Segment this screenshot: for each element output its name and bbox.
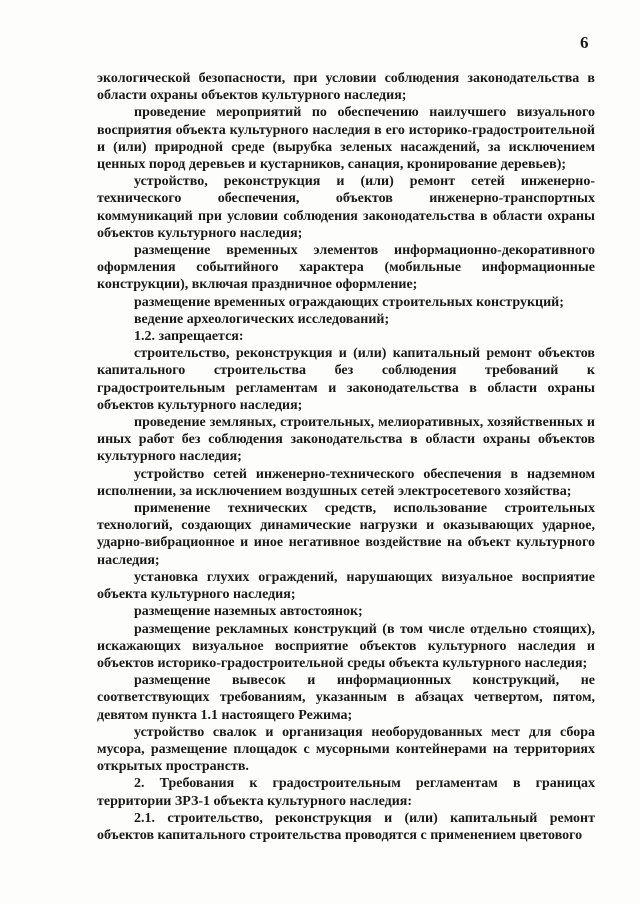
paragraph: установка глухих ограждений, нарушающих визуальное восприятие объекта культурного наследия; — [97, 569, 595, 603]
page-number: 6 — [580, 33, 589, 52]
paragraph: устройство свалок и организация необорудованных мест для сбора мусора, размещение площадок с мусорными контейнерами на территориях открытых пространств. — [97, 724, 595, 775]
paragraph: размещение рекламных конструкций (в том числе отдельно стоящих), искажающих визуальное восприятие объектов культурного наследия и объектов историко-градостроительной среды объекта культурного наследия; — [97, 621, 595, 671]
paragraph: ведение археологических исследований; — [134, 311, 390, 327]
paragraph: устройство сетей инженерно-технического обеспечения в надземном исполнении, за исключением воздушных сетей электросетевого хозяйства; — [97, 466, 595, 499]
paragraph: проведение земляных, строительных, мелиоративных, хозяйственных и иных работ без соблюдения законодательства в области охраны объектов культурного наследия; — [97, 415, 595, 465]
paragraph: 2.1. строительство, реконструкция и (или) капитальный ремонт объектов капитального строительства проводятся с применением цветового — [97, 810, 595, 843]
paragraph: применение технических средств, использование строительных технологий, создающих динамические нагрузки и оказывающих ударное, ударно-вибрационное и иное негативное воздействие на объект культурного наследия; — [97, 501, 595, 568]
document-body — [97, 70, 595, 844]
paragraph: размещение вывесок и информационных конструкций, не соответствующих требованиям, указанным в абзацах четвертом, пятом, девятом пункта 1.1 настоящего Режима; — [97, 673, 595, 723]
paragraph: 2. Требования к градостроительным регламентам в границах территории ЗРЗ-1 объекта культурного наследия: — [97, 776, 595, 809]
paragraph: размещение временных ограждающих строительных конструкций; — [134, 294, 564, 310]
paragraph: размещение временных элементов информационно-декоративного оформления событийного характера (мобильные информационные конструкции), включая праздничное оформление; — [97, 243, 595, 293]
paragraph: экологической безопасности, при условии соблюдения законодательства в области охраны объектов культурного наследия; — [97, 71, 595, 104]
paragraph: размещение наземных автостоянок; — [134, 604, 363, 620]
paragraph: строительство, реконструкция и (или) капитальный ремонт объектов капитального строительства без соблюдения требований к градостроительным регламентам и законодательства в области охраны объектов культурного наследия; — [97, 346, 595, 413]
paragraph: устройство, реконструкция и (или) ремонт сетей инженерно-технического обеспечения, объектов инженерно-транспортных коммуникаций при условии соблюдения законодательства в области охраны объектов культурного наследия; — [97, 174, 595, 241]
paragraph: 1.2. запрещается: — [134, 329, 244, 345]
paragraph: проведение мероприятий по обеспечению наилучшего визуального восприятия объекта культурного наследия в его историко-градостроительной и (или) природной среде (вырубка зеленых насаждений, за исключением ценных пород деревьев и кустарников, санация, кронирование деревьев); — [97, 105, 595, 173]
